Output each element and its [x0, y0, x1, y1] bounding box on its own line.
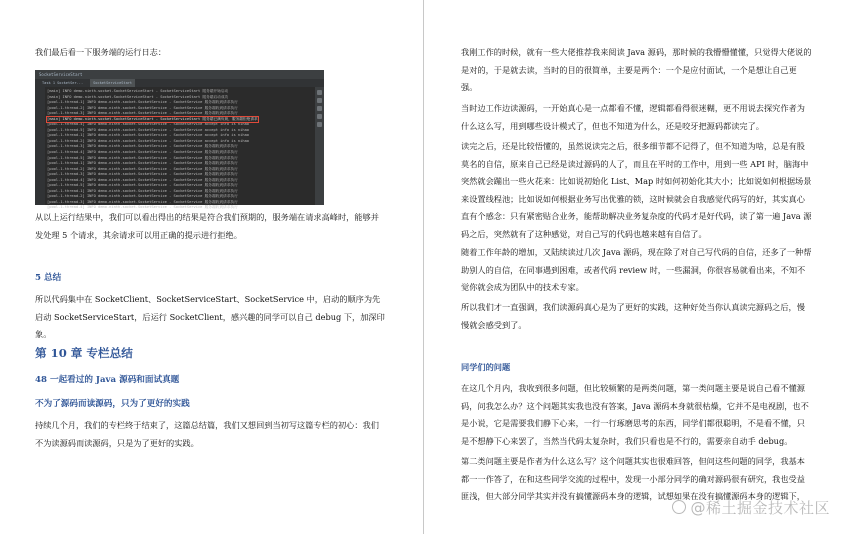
log-line: [pool-1-thread-4] INFO demo.ninth.socket.SocketService - SocketService accept info is nihao: [47, 122, 250, 127]
after-log-text: 从以上运行结果中，我们可以看出得出的结果是符合我们预期的，服务端在请求高峰时，能够并发处理 5 个请求，其余请求可以用正确的提示进行拒绝。: [35, 212, 379, 240]
chapter-title: 第 10 章 专栏总结: [35, 346, 133, 360]
paragraph-7: 第二类问题主要是作者为什么这么写？这个问题其实也很难回答，但问这些问题的同学，我基本都一一作答了，在和这些同学交流的过程中，发现一小部分同学的确对源码很有研究，我也受益匪浅，但大部分同学其实并没有搞懂源码本身的逻辑，试想如果在没有搞懂源码本身的逻辑下，: [461, 456, 805, 501]
console-log: [47, 89, 258, 211]
log-line: [pool-1-thread-4] INFO demo.ninth.socket.SocketService - SocketService 服务端收到请求执行: [47, 150, 238, 155]
right-page: [424, 0, 846, 534]
log-line: [pool-1-thread-1] INFO demo.ninth.socket.SocketService - SocketService accept info is nihao: [47, 133, 250, 138]
watermark: [672, 497, 830, 518]
console-title-bar: SocketServiceStart: [35, 70, 324, 79]
log-line: [pool-1-thread-3] INFO demo.ninth.socket.SocketService - SocketService 服务端收到请求执行: [47, 172, 238, 177]
console-tabs: [35, 79, 324, 87]
log-line: [main] INFO demo.ninth.socket.SocketServiceStart - SocketServiceStart 服务端开始启动: [47, 89, 229, 93]
section-5-text: 所以代码集中在 SocketClient、SocketServiceStart、SocketService 中，启动的顺序为先启动 SocketServiceStart，后运行 SocketClient，感兴趣的同学可以自己 debug 下，加深印象。: [35, 294, 385, 339]
intro-text: 我们最后看一下服务端的运行日志：: [35, 47, 167, 57]
rerun-icon[interactable]: [317, 90, 322, 95]
log-line: [pool-1-thread-3] INFO demo.ninth.socket.SocketService - SocketService 服务端收到请求执行: [47, 144, 238, 149]
scroll-icon[interactable]: [317, 106, 322, 111]
paragraph-6: 在这几个月内，我收到很多问题，但比较频繁的是两类问题，第一类问题主要是说自己看不懂源码，问我怎么办？这个问题其实我也没有答案，Java 源码本身就很枯燥，它并不是电视剧，也不是小说，它是需要我们静下心来，一行一行琢磨思考的东西，同学们都很聪明，不是看不懂，只是不想静下心来罢了，当然当代码太复杂时，我们只看也是不行的，需要亲自动手 debug。: [461, 383, 809, 446]
console-tab[interactable]: Task 1 SocketSer...: [42, 81, 84, 85]
log-line: [pool-1-thread-2] INFO demo.ninth.socket.SocketService - SocketService 服务端收到请求执行: [47, 105, 238, 110]
stop-icon[interactable]: [317, 98, 322, 103]
log-line: [pool-1-thread-1] INFO demo.ninth.socket.SocketService - SocketService 服务端收到请求执行: [47, 161, 238, 166]
log-line: [main] INFO demo.ninth.socket.SocketServiceStart - SocketServiceStart 服务端启动成功: [47, 94, 229, 99]
console-screenshot: [35, 70, 324, 210]
log-line: [pool-1-thread-2] INFO demo.ninth.socket.SocketService - SocketService 服务端收到请求执行: [47, 166, 238, 171]
log-line: [pool-1-thread-5] INFO demo.ninth.socket.SocketService - SocketService 服务端收到请求执行: [47, 155, 238, 160]
questions-heading: 同学们的问题: [461, 362, 511, 372]
console-body: [35, 87, 315, 210]
section-5-title: 5 总结: [35, 273, 62, 283]
paragraph-5: 所以我们才一直强调，我们读源码真心是为了更好的实践，这种好处当你认真读完源码之后，慢慢就会感受到了。: [461, 302, 805, 330]
log-line: [pool-1-thread-3] INFO demo.ninth.socket.SocketService - SocketService 服务端收到请求执行: [47, 111, 238, 116]
log-line: [pool-1-thread-4] INFO demo.ninth.socket.SocketService - SocketService 服务端收到请求执行: [47, 177, 238, 182]
log-line: [pool-1-thread-3] INFO demo.ninth.socket.SocketService - SocketService 服务端收到请求执行: [47, 199, 238, 204]
paragraph-3: 读完之后，还是比较悟懂的，虽然说读完之后，很多细节都不记得了，但不知道为啥，总是有股莫名的自信，原来自己已经是读过源码的人了，而且在平时的工作中，用到一些 API 时，脑海中突然就会蹦出一些火花来：比如说初始化 List、Map 时如何初始化其大小；比如说如何根据场景来设置线程池；比如说如何根据业务写出优雅的锁，这时候就会自我感觉代码写的好，其实真心直有个感念：只有紧密贴合业务，能帮助解决业务复杂度的代码才是好代码，读了第一遍 Java 源码之后，突然就有了这种感觉，对自己写的代码也越来越有自信了。: [461, 141, 812, 239]
log-line: [main] INFO demo.ninth.socket.SocketServiceStart - SocketServiceStart 服务端已满负荷，服务端拒绝请求: [47, 116, 258, 121]
watermark-text: @稀土掘金技术社区: [690, 499, 830, 517]
log-line: [pool-1-thread-1] INFO demo.ninth.socket.SocketService - SocketService 服务端收到请求执行: [47, 100, 238, 105]
console-toolbar: [315, 87, 324, 205]
log-line: [pool-1-thread-5] INFO demo.ninth.socket.SocketService - SocketService accept info is nihao: [47, 127, 250, 132]
chapter-subtitle-2: 不为了源码而读源码，只为了更好的实践: [35, 399, 190, 409]
console-gutter: [35, 87, 45, 205]
juejin-logo-icon: [672, 500, 686, 514]
chapter-text: 持续几个月，我们的专栏终于结束了，这篇总结篇，我们又想回到当初写这篇专栏的初心：我们不为读源码而读源码，只是为了更好的实践。: [35, 420, 379, 448]
console-tab-active[interactable]: SocketServiceStart: [90, 79, 135, 87]
paragraph-4: 随着工作年龄的增加，又陆续读过几次 Java 源码，现在除了对自己写代码的自信，还多了一种帮助别人的自信，在同事遇到困难，或者代码 review 时，一些漏洞，你很容易就看出来，不知不觉你就会成为团队中的技术专家。: [461, 247, 812, 292]
log-line: [pool-1-thread-2] INFO demo.ninth.socket.SocketService - SocketService accept info is nihao: [47, 138, 250, 143]
paragraph-2: 当时边工作边读源码，一开始真心是一点都看不懂，逻辑都看得很迷糊，更不用说去探究作者为什么这么写，用到哪些设计模式了，但也不知道为什么，还是咬牙把源码都读完了。: [461, 103, 805, 131]
print-icon[interactable]: [317, 114, 322, 119]
trash-icon[interactable]: [317, 122, 322, 127]
chapter-subtitle: 48 一起看过的 Java 源码和面试真题: [35, 375, 180, 385]
log-line: [pool-1-thread-1] INFO demo.ninth.socket.SocketService - SocketService 服务端收到请求执行: [47, 188, 238, 193]
paragraph-1: 我刚工作的时候，就有一些大佬推荐我来阅读 Java 源码，那时候的我懵懵懂懂，只觉得大佬说的是对的，于是就去读，当时的目的很简单，主要是两个：一个是应付面试，一个是想让自己更强。: [461, 47, 812, 92]
log-line: [pool-1-thread-4] INFO demo.ninth.socket.SocketService - SocketService 服务端收到请求执行: [47, 205, 238, 210]
log-line: [pool-1-thread-5] INFO demo.ninth.socket.SocketService - SocketService 服务端收到请求执行: [47, 183, 238, 188]
log-line: [pool-1-thread-2] INFO demo.ninth.socket.SocketService - SocketService 服务端收到请求执行: [47, 194, 238, 199]
